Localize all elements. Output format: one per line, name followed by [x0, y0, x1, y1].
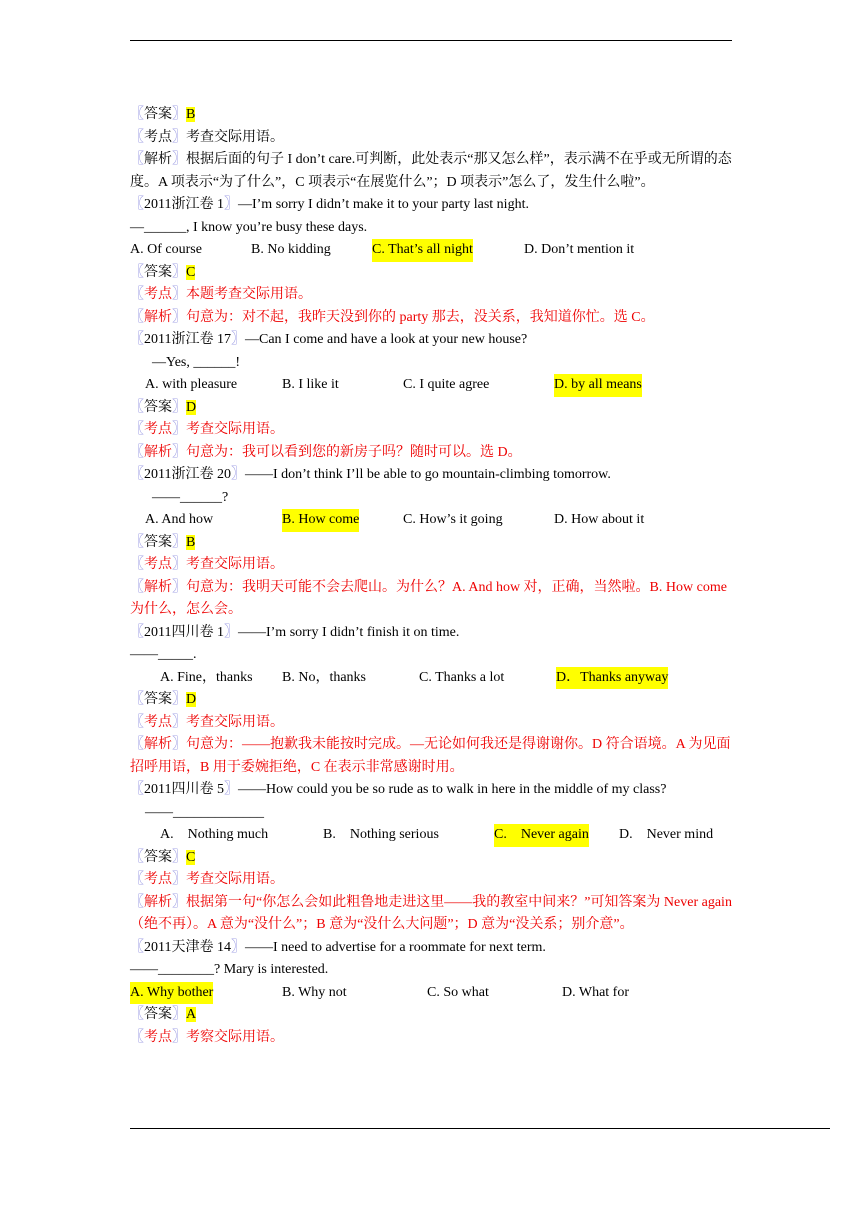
option-c: C. How’s it going — [403, 512, 503, 527]
option-c: C. So what — [427, 984, 489, 1000]
option-c: C. I quite agree — [403, 377, 490, 392]
option-b: B. Why not — [282, 984, 347, 1000]
question-source-line: 〖2011四川卷 1〗——I’m sorry I didn’t finish it on time. — [130, 624, 460, 640]
question-reply-line: ——_____________ — [145, 804, 264, 820]
option-d: D．Thanks anyway — [556, 667, 668, 690]
top-rule — [130, 40, 732, 41]
question-reply-line: —______, I know you’re busy these days. — [130, 219, 368, 235]
answer-line: 〖答案〗D — [130, 692, 197, 707]
option-b: B. Nothing serious — [323, 827, 439, 842]
option-a: A. Why bother — [130, 982, 213, 1005]
question-source-line: 〖2011四川卷 5〗——How could you be so rude as to walk in here in the middle of my class? — [130, 782, 667, 797]
jiexi-line: 〖解析〗根据后面的句子 I don’t care.可判断，此处表示“那又怎么样”，表示满不在乎或无所谓的态度。A 项表示“为了什么”，C 项表示“在展览什么”；D 项表示”怎么了，发生什么啦”。 — [130, 152, 732, 190]
kaodian-line: 〖考点〗考察交际用语。 — [130, 1029, 284, 1045]
kaodian-line: 〖考点〗考查交际用语。 — [130, 714, 284, 730]
option-b: B. I like it — [282, 377, 339, 392]
question-source-line: 〖2011浙江卷 17〗—Can I come and have a look at your new house? — [130, 332, 528, 347]
kaodian-line: 〖考点〗考查交际用语。 — [130, 872, 284, 887]
option-b: B. How come — [282, 509, 359, 532]
options-line — [130, 982, 732, 1005]
option-a: A. And how — [145, 512, 214, 527]
jiexi-line: 〖解析〗句意为：——抱歉我未能按时完成。—无论如何我还是得谢谢你。D 符合语境。A 为见面招呼用语，B 用于委婉拒绝，C 在表示非常感谢时用。 — [130, 737, 731, 775]
option-a: A. Fine，thanks — [160, 669, 253, 685]
document-body — [130, 104, 732, 1049]
option-d: D. Don’t mention it — [524, 242, 635, 257]
options-line — [130, 824, 732, 847]
answer-line: 〖答案〗C — [130, 849, 196, 865]
option-b: B. No，thanks — [282, 669, 366, 685]
question-source-line: 〖2011浙江卷 20〗——I don’t think I’ll be able to go mountain-climbing tomorrow. — [130, 467, 611, 482]
answer-line: 〖答案〗B — [130, 534, 196, 550]
jiexi-line: 〖解析〗根据第一句“你怎么会如此粗鲁地走进这里——我的教室中间来？”可知答案为 Never again（绝不再）。A 意为“没什么”；B 意为“没什么大问题”；D 意为“没关系；别介意”。 — [130, 894, 732, 932]
options-line — [130, 509, 732, 532]
answer-line: 〖答案〗D — [130, 399, 197, 415]
question-reply-line: ——_____. — [130, 647, 197, 662]
option-d: D. What for — [562, 984, 629, 1000]
jiexi-line: 〖解析〗句意为：我明天可能不会去爬山。为什么？A. And how 对，正确，当然啦。B. How come 为什么，怎么会。 — [130, 579, 727, 617]
question-source-line: 〖2011浙江卷 1〗—I’m sorry I didn’t make it to your party last night. — [130, 197, 529, 212]
options-line — [130, 667, 732, 690]
question-reply-line: —Yes, ______! — [152, 354, 241, 370]
option-d: D. How about it — [554, 512, 645, 527]
kaodian-line: 〖考点〗本题考查交际用语。 — [130, 287, 312, 302]
jiexi-line: 〖解析〗句意为：对不起，我昨天没到你的 party 那去，没关系，我知道你忙。选 C。 — [130, 309, 655, 325]
option-c: C. That’s all night — [372, 239, 473, 262]
options-line — [130, 374, 732, 397]
option-c: C. Never again — [494, 824, 589, 847]
answer-line: 〖答案〗A — [130, 1007, 197, 1022]
bottom-rule — [130, 1128, 830, 1129]
answer-line: 〖答案〗B — [130, 107, 196, 122]
jiexi-line: 〖解析〗句意为：我可以看到您的新房子吗？随时可以。选 D。 — [130, 444, 522, 460]
option-b: B. No kidding — [251, 242, 331, 257]
kaodian-line: 〖考点〗考查交际用语。 — [130, 557, 284, 572]
options-line — [130, 239, 732, 262]
question-source-line: 〖2011天津卷 14〗——I need to advertise for a roommate for next term. — [130, 939, 546, 955]
option-d: D. Never mind — [619, 827, 714, 842]
kaodian-line: 〖考点〗考查交际用语。 — [130, 129, 284, 145]
option-a: A. with pleasure — [145, 377, 238, 392]
option-a: A. Of course — [130, 242, 202, 257]
question-reply-line: ——______? — [152, 489, 229, 505]
question-reply-line: ——________? Mary is interested. — [130, 962, 329, 977]
option-c: C. Thanks a lot — [419, 669, 505, 685]
option-d: D. by all means — [554, 374, 642, 397]
kaodian-line: 〖考点〗考查交际用语。 — [130, 422, 284, 437]
option-a: A. Nothing much — [160, 827, 269, 842]
answer-line: 〖答案〗C — [130, 264, 196, 280]
